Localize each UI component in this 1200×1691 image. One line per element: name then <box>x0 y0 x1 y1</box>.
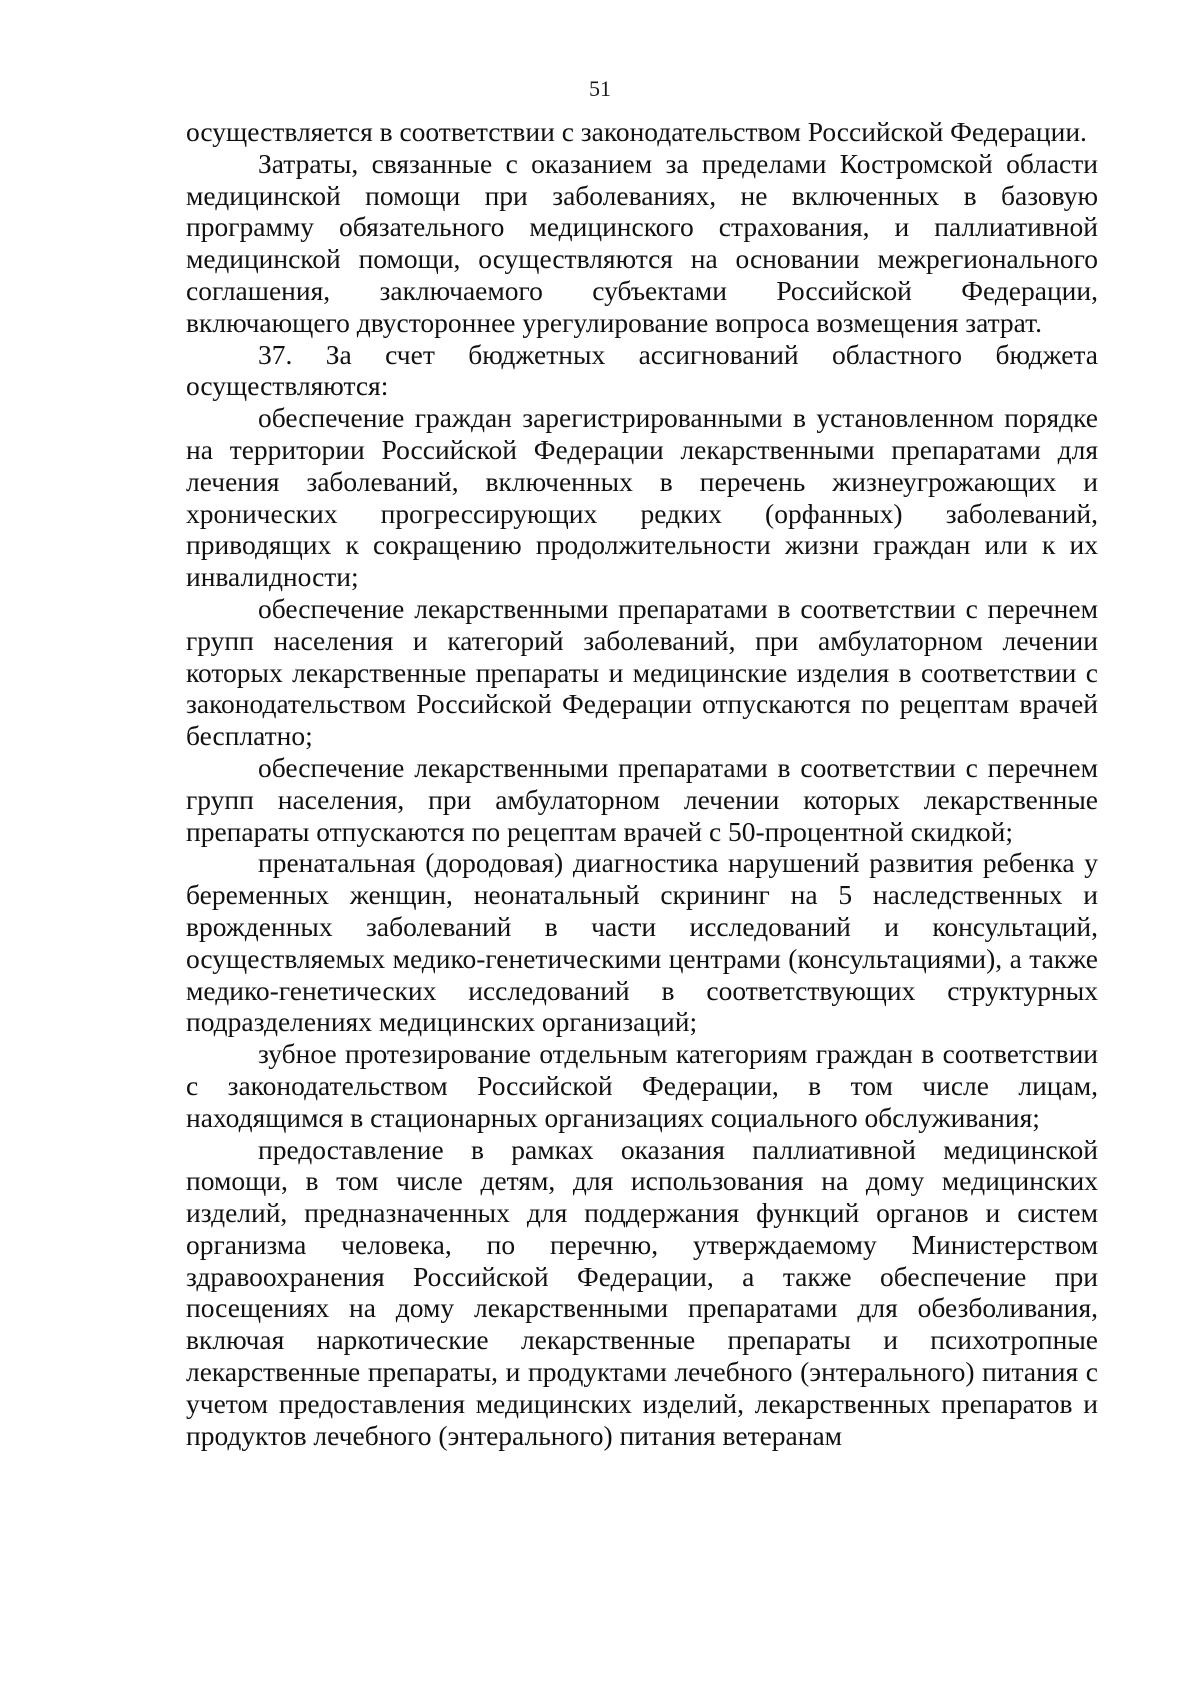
paragraph-6: обеспечение лекарственными препаратами в соответствии с перечнем групп населения, при амбулаторном лечении которых лекарственные препараты отпускаются по рецептам врачей с 50-процентной скидкой; <box>186 751 1098 847</box>
paragraph-8: зубное протезирование отдельным категориям граждан в соответствии с законодательством Российской Федерации, в том числе лицам, находящимся в стационарных организациях социального обслуживания; <box>186 1038 1098 1133</box>
paragraph-3-item-37: 37. За счет бюджетных ассигнований областного бюджета осуществляются: <box>186 338 1098 402</box>
paragraph-2: Затраты, связанные с оказанием за пределами Костромской области медицинской помощи при заболеваниях, не включенных в базовую программу обязательного медицинского страхования, и паллиативной медицинской помощи, осуществляются на основании межрегионального соглашения, заключаемого субъектами Российской Федерации, включающего двустороннее урегулирование вопроса возмещения затрат. <box>186 147 1098 338</box>
page-number: 51 <box>589 76 611 101</box>
paragraph-7: пренатальная (дородовая) диагностика нарушений развития ребенка у беременных женщин, неонатальный скрининг на 5 наследственных и врожденных заболеваний в части исследований и консультаций, осуществляемых медико-генетическими центрами (консультациями), а также медико-генетических исследований в соответствующих структурных подразделениях медицинских организаций; <box>186 847 1098 1038</box>
paragraph-5: обеспечение лекарственными препаратами в соответствии с перечнем групп населения и категорий заболеваний, при амбулаторном лечении которых лекарственные препараты и медицинские изделия в соответствии с законодательством Российской Федерации отпускаются по рецептам врачей бесплатно; <box>186 592 1098 752</box>
paragraph-1: осуществляется в соответствии с законодательством Российской Федерации. <box>186 116 1087 147</box>
paragraph-4: обеспечение граждан зарегистрированными в установленном порядке на территории Российской Федерации лекарственными препаратами для лечения заболеваний, включенных в перечень жизнеугрожающих и хронических прогрессирующих редких (орфанных) заболеваний, приводящих к сокращению продолжительности жизни граждан или к их инвалидности; <box>186 402 1098 593</box>
document-body <box>186 116 1098 1451</box>
paragraph-9: предоставление в рамках оказания паллиативной медицинской помощи, в том числе детям, для использования на дому медицинских изделий, предназначенных для поддержания функций органов и систем организма человека, по перечню, утверждаемому Министерством здравоохранения Российской Федерации, а также обеспечение при посещениях на дому лекарственными препаратами для обезболивания, включая наркотические лекарственные препараты и психотропные лекарственные препараты, и продуктами лечебного (энтерального) питания с учетом предоставления медицинских изделий, лекарственных препаратов и продуктов лечебного (энтерального) питания ветеранам <box>186 1133 1098 1451</box>
